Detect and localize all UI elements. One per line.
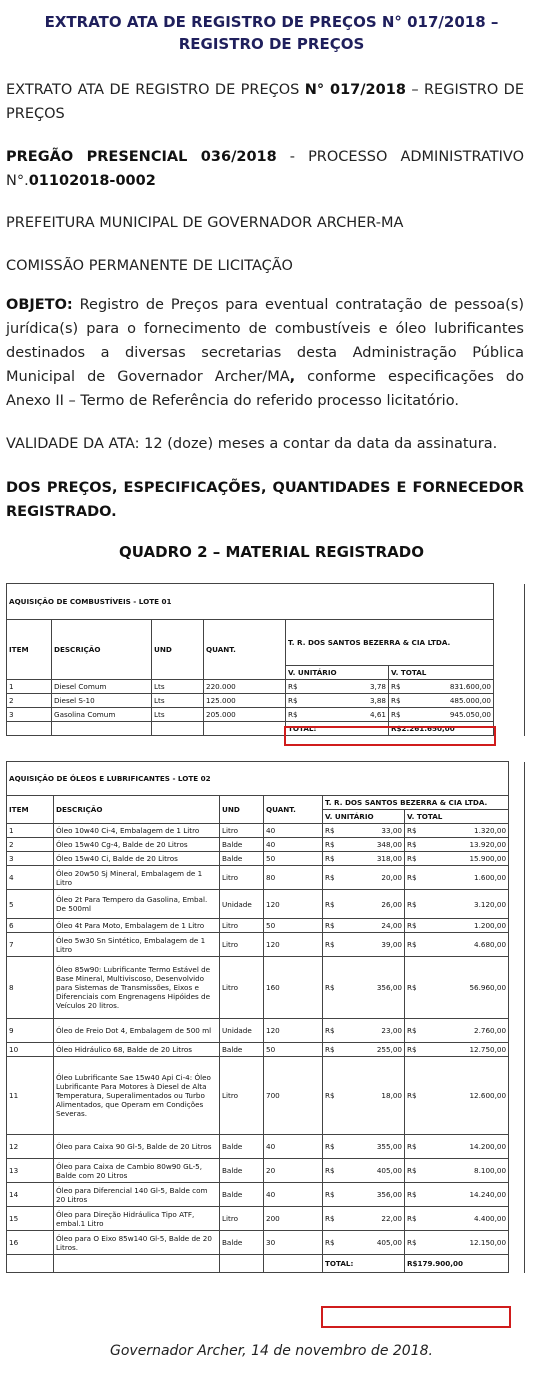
cell-und: Litro <box>220 1207 264 1231</box>
currency-symbol: R$ <box>325 983 335 992</box>
money-value: 945.050,00 <box>449 710 491 719</box>
currency-symbol: R$ <box>407 1091 417 1100</box>
currency-symbol: R$ <box>407 1045 417 1054</box>
currency-symbol: R$ <box>407 840 417 849</box>
cell-quant: 80 <box>264 866 323 890</box>
currency-symbol: R$ <box>407 826 417 835</box>
cell-und: Balde <box>220 1231 264 1255</box>
lote2-header-quant: QUANT. <box>264 796 323 824</box>
cell-und: Litro <box>220 1057 264 1135</box>
currency-symbol: R$ <box>407 854 417 863</box>
cell-descricao: Óleo 10w40 Ci-4, Embalagem de 1 Litro <box>54 824 220 838</box>
money-value: 485.000,00 <box>449 696 491 705</box>
title-line-1: EXTRATO ATA DE REGISTRO DE PREÇOS N° 017/2018 – <box>44 13 499 31</box>
currency-symbol: R$ <box>407 1214 417 1223</box>
cell-unit-price <box>323 933 405 957</box>
cell-und: Unidade <box>220 890 264 919</box>
currency-symbol: R$ <box>325 1142 335 1151</box>
money-value: 405,00 <box>376 1238 402 1247</box>
cell-descricao: Óleo de Freio Dot 4, Embalagem de 500 ml <box>54 1019 220 1043</box>
cell-quant: 50 <box>264 919 323 933</box>
cell-quant: 20 <box>264 1159 323 1183</box>
cell-total-price <box>405 866 509 890</box>
lote1-table <box>6 583 525 736</box>
cell-und: Litro <box>220 919 264 933</box>
cell-item: 4 <box>7 866 54 890</box>
cell-quant: 50 <box>264 852 323 866</box>
cell-descricao: Óleo para Caixa de Cambio 80w90 GL-5, Balde com 20 Litros <box>54 1159 220 1183</box>
cell-item: 12 <box>7 1135 54 1159</box>
money-value: 12.600,00 <box>469 1091 507 1100</box>
lote2-header-unit: V. UNITÁRIO <box>323 810 405 824</box>
prefeitura-line: PREFEITURA MUNICIPAL DE GOVERNADOR ARCHER-MA <box>6 215 404 231</box>
cell-total-price <box>405 890 509 919</box>
money-value: 18,00 <box>381 1091 402 1100</box>
table-row <box>7 838 525 852</box>
currency-symbol: R$ <box>325 921 335 930</box>
cell-total-price <box>405 1231 509 1255</box>
cell-descricao: Óleo 20w50 Sj Mineral, Embalagem de 1 Litro <box>54 866 220 890</box>
cell-descricao: Óleo Lubrificante Sae 15w40 Api Ci-4: Óleo Lubrificante Para Motores à Diesel de Alta Temperatura, Superalimentados ou Turbo Alimentados, que Operam em Condições Severas. <box>54 1057 220 1135</box>
currency-symbol: R$ <box>325 826 335 835</box>
money-value: 22,00 <box>381 1214 402 1223</box>
cell-descricao: Óleo 4t Para Moto, Embalagem de 1 Litro <box>54 919 220 933</box>
table-row <box>7 919 525 933</box>
money-value: 12.150,00 <box>469 1238 507 1247</box>
lote2-header-total: V. TOTAL <box>405 810 509 824</box>
lote2-header-und: UND <box>220 796 264 824</box>
currency-symbol: R$ <box>391 682 401 691</box>
currency-symbol: R$ <box>325 1166 335 1175</box>
cell-item: 1 <box>7 680 52 694</box>
cell-unit-price <box>286 680 389 694</box>
currency-symbol: R$ <box>325 873 335 882</box>
cell-unit-price <box>323 1231 405 1255</box>
cell-quant: 160 <box>264 957 323 1019</box>
lote2-header-item: ITEM <box>7 796 54 824</box>
cell-total-price <box>405 1135 509 1159</box>
cell-unit-price <box>323 919 405 933</box>
table-row <box>7 1135 525 1159</box>
cell-item: 2 <box>7 694 52 708</box>
cell-unit-price <box>323 852 405 866</box>
cell-item: 10 <box>7 1043 54 1057</box>
cell-total-price <box>405 838 509 852</box>
currency-symbol: R$ <box>407 899 417 909</box>
cell-total-price <box>389 680 494 694</box>
table-row <box>7 1159 525 1183</box>
money-value: 13.920,00 <box>469 840 507 849</box>
cell-quant: 120 <box>264 1019 323 1043</box>
objeto-text-2: conforme especificações do Anexo II – Termo de Referência do referido processo licitatório. <box>6 369 524 409</box>
cell-und: Balde <box>220 1043 264 1057</box>
money-value: 405,00 <box>376 1166 402 1175</box>
cell-item: 14 <box>7 1183 54 1207</box>
money-value: 4.680,00 <box>474 940 507 949</box>
process-label: - PROCESSO ADMINISTRATIVO N°. <box>6 149 525 189</box>
extract-number: N° 017/2018 <box>304 82 406 98</box>
currency-symbol: R$ <box>325 940 335 949</box>
cell-und: Balde <box>220 1135 264 1159</box>
money-value: 3.120,00 <box>474 899 507 909</box>
objeto-comma: , <box>289 369 296 385</box>
objeto-paragraph <box>6 293 524 413</box>
cell-quant: 125.000 <box>204 694 286 708</box>
table-row <box>7 890 525 919</box>
cell-quant: 200 <box>264 1207 323 1231</box>
currency-symbol: R$ <box>407 921 417 930</box>
lote1-total-label: TOTAL: <box>286 722 389 736</box>
cell-quant: 205.000 <box>204 708 286 722</box>
table-row <box>7 866 525 890</box>
currency-symbol: R$ <box>325 1026 335 1035</box>
comissao-line: COMISSÃO PERMANENTE DE LICITAÇÃO <box>6 258 293 274</box>
cell-descricao: Óleo para O Eixo 85w140 Gl-5, Balde de 20 Litros. <box>54 1231 220 1255</box>
money-value: 1.320,00 <box>474 826 507 835</box>
cell-total-price <box>405 1057 509 1135</box>
cell-quant: 40 <box>264 1183 323 1207</box>
lote1-header-total: V. TOTAL <box>389 666 494 680</box>
lote1-header-unit: V. UNITÁRIO <box>286 666 389 680</box>
cell-quant: 120 <box>264 890 323 919</box>
cell-total-price <box>405 1043 509 1057</box>
cell-unit-price <box>323 890 405 919</box>
process-line <box>6 145 524 193</box>
cell-quant: 40 <box>264 838 323 852</box>
money-value: 39,00 <box>381 940 402 949</box>
money-value: 15.900,00 <box>469 854 507 863</box>
process-number: 01102018-0002 <box>28 173 156 189</box>
lote2-total-label: TOTAL: <box>323 1255 405 1273</box>
cell-total-price <box>405 824 509 838</box>
cell-quant: 40 <box>264 1135 323 1159</box>
money-value: 56.960,00 <box>469 983 507 992</box>
currency-symbol: R$ <box>407 1142 417 1151</box>
cell-total-price <box>405 957 509 1019</box>
money-value: 831.600,00 <box>449 682 491 691</box>
money-value: 3,88 <box>369 696 386 705</box>
footer-date: Governador Archer, 14 de novembro de 2018. <box>110 1343 433 1359</box>
cell-quant: 220.000 <box>204 680 286 694</box>
cell-descricao: Gasolina Comum <box>52 708 152 722</box>
cell-unit-price <box>286 694 389 708</box>
cell-descricao: Óleo 85w90: Lubrificante Termo Estável de Base Mineral, Multiviscoso, Desenvolvido para Sistemas de Transmissões, Eixos e Diferenciais com Engrenagens Hipóides de Veículos 20 litros. <box>54 957 220 1019</box>
cell-item: 11 <box>7 1057 54 1135</box>
cell-quant: 40 <box>264 824 323 838</box>
quadro-title: QUADRO 2 – MATERIAL REGISTRADO <box>119 543 424 561</box>
money-value: 4.400,00 <box>474 1214 507 1223</box>
extract-suffix: – REGISTRO DE PREÇOS <box>6 82 524 122</box>
table-row <box>7 852 525 866</box>
table-row <box>7 708 525 722</box>
currency-symbol: R$ <box>391 710 401 719</box>
money-value: 355,00 <box>376 1142 402 1151</box>
validade-line: VALIDADE DA ATA: 12 (doze) meses a contar da data da assinatura. <box>6 436 498 452</box>
pregao-number: PREGÃO PRESENCIAL 036/2018 <box>6 149 277 165</box>
money-value: 318,00 <box>376 854 402 863</box>
lote1-total-highlight <box>284 726 496 746</box>
money-value: 14.200,00 <box>469 1142 507 1151</box>
lote1-header-und: UND <box>152 620 204 680</box>
lote2-title: AQUISIÇÃO DE ÓLEOS E LUBRIFICANTES - LOTE 02 <box>7 762 509 796</box>
currency-symbol: R$ <box>407 873 417 882</box>
currency-symbol: R$ <box>288 682 298 691</box>
money-value: 2.760,00 <box>474 1026 507 1035</box>
cell-total-price <box>405 1019 509 1043</box>
money-value: 33,00 <box>381 826 402 835</box>
cell-unit-price <box>323 1057 405 1135</box>
cell-item: 2 <box>7 838 54 852</box>
money-value: 26,00 <box>381 899 402 909</box>
currency-symbol: R$ <box>325 1214 335 1223</box>
title-line-2: REGISTRO DE PREÇOS <box>178 35 365 53</box>
lote1-total-value: R$2.261.650,00 <box>389 722 494 736</box>
cell-item: 8 <box>7 957 54 1019</box>
cell-quant: 30 <box>264 1231 323 1255</box>
currency-symbol: R$ <box>325 899 335 909</box>
cell-quant: 700 <box>264 1057 323 1135</box>
table-row <box>7 1043 525 1057</box>
cell-und: Lts <box>152 680 204 694</box>
objeto-text: Registro de Preços para eventual contratação de pessoa(s) jurídica(s) para o fornecimento de combustíveis e óleo lubrificantes destinados a diversas secretarias desta Administração Pública Municipal de Governador Archer/MA <box>6 297 524 385</box>
cell-descricao: Óleo para Caixa 90 Gl-5, Balde de 20 Litros <box>54 1135 220 1159</box>
table-row <box>7 1207 525 1231</box>
cell-total-price <box>405 1159 509 1183</box>
table-row <box>7 933 525 957</box>
extract-prefix: EXTRATO ATA DE REGISTRO DE PREÇOS <box>6 82 305 98</box>
lote2-total-value: R$179.900,00 <box>405 1255 509 1273</box>
money-value: 3,78 <box>369 682 386 691</box>
cell-und: Balde <box>220 852 264 866</box>
cell-und: Lts <box>152 708 204 722</box>
cell-unit-price <box>323 824 405 838</box>
lote1-header-fornecedor: T. R. DOS SANTOS BEZERRA & CIA LTDA. <box>286 620 494 666</box>
cell-unit-price <box>323 1159 405 1183</box>
cell-und: Balde <box>220 838 264 852</box>
money-value: 12.750,00 <box>469 1045 507 1054</box>
extract-heading <box>6 78 524 126</box>
cell-item: 16 <box>7 1231 54 1255</box>
money-value: 356,00 <box>376 1190 402 1199</box>
cell-unit-price <box>323 1019 405 1043</box>
cell-quant: 120 <box>264 933 323 957</box>
cell-total-price <box>405 852 509 866</box>
cell-unit-price <box>323 838 405 852</box>
cell-unit-price <box>323 1183 405 1207</box>
cell-und: Balde <box>220 1159 264 1183</box>
cell-total-price <box>405 1207 509 1231</box>
table-row <box>7 1231 525 1255</box>
money-value: 348,00 <box>376 840 402 849</box>
objeto-label: OBJETO: <box>6 297 73 313</box>
table-row <box>7 1019 525 1043</box>
money-value: 1.200,00 <box>474 921 507 930</box>
cell-descricao: Óleo para Diferencial 140 Gl-5, Balde com 20 Litros <box>54 1183 220 1207</box>
cell-item: 15 <box>7 1207 54 1231</box>
cell-und: Litro <box>220 933 264 957</box>
cell-item: 1 <box>7 824 54 838</box>
currency-symbol: R$ <box>325 1045 335 1054</box>
currency-symbol: R$ <box>391 696 401 705</box>
cell-item: 7 <box>7 933 54 957</box>
cell-descricao: Óleo 15w40 Ci, Balde de 20 Litros <box>54 852 220 866</box>
lote2-header-fornecedor: T. R. DOS SANTOS BEZERRA & CIA LTDA. <box>323 796 509 810</box>
cell-item: 6 <box>7 919 54 933</box>
lote2-table <box>6 761 525 1273</box>
money-value: 14.240,00 <box>469 1190 507 1199</box>
money-value: 255,00 <box>376 1045 402 1054</box>
currency-symbol: R$ <box>325 840 335 849</box>
lote1-title: AQUISIÇÃO DE COMBUSTÍVEIS - LOTE 01 <box>7 584 494 620</box>
cell-quant: 50 <box>264 1043 323 1057</box>
cell-descricao: Diesel Comum <box>52 680 152 694</box>
money-value: 8.100,00 <box>474 1166 507 1175</box>
cell-item: 9 <box>7 1019 54 1043</box>
cell-unit-price <box>323 957 405 1019</box>
currency-symbol: R$ <box>407 983 417 992</box>
cell-descricao: Óleo 2t Para Tempero da Gasolina, Embal. De 500ml <box>54 890 220 919</box>
cell-descricao: Diesel S-10 <box>52 694 152 708</box>
money-value: 356,00 <box>376 983 402 992</box>
cell-descricao: Óleo para Direção Hidráulica Tipo ATF, embal.1 Litro <box>54 1207 220 1231</box>
money-value: 1.600,00 <box>474 873 507 882</box>
cell-und: Lts <box>152 694 204 708</box>
cell-unit-price <box>323 1207 405 1231</box>
cell-total-price <box>405 1183 509 1207</box>
currency-symbol: R$ <box>325 1190 335 1199</box>
currency-symbol: R$ <box>407 1026 417 1035</box>
table-row <box>7 1183 525 1207</box>
cell-item: 3 <box>7 852 54 866</box>
money-value: 20,00 <box>381 873 402 882</box>
cell-item: 13 <box>7 1159 54 1183</box>
table-row <box>7 957 525 1019</box>
cell-descricao: Óleo Hidráulico 68, Balde de 20 Litros <box>54 1043 220 1057</box>
currency-symbol: R$ <box>325 1238 335 1247</box>
lote1-header-quant: QUANT. <box>204 620 286 680</box>
currency-symbol: R$ <box>288 696 298 705</box>
currency-symbol: R$ <box>407 940 417 949</box>
table-row <box>7 694 525 708</box>
cell-item: 5 <box>7 890 54 919</box>
lote2-header-descricao: DESCRIÇÃO <box>54 796 220 824</box>
currency-symbol: R$ <box>407 1166 417 1175</box>
cell-total-price <box>389 694 494 708</box>
currency-symbol: R$ <box>288 710 298 719</box>
table-row <box>7 824 525 838</box>
money-value: 24,00 <box>381 921 402 930</box>
document-title <box>0 11 543 55</box>
cell-unit-price <box>323 1043 405 1057</box>
money-value: 23,00 <box>381 1026 402 1035</box>
table-row <box>7 1057 525 1135</box>
lote2-total-highlight <box>321 1306 511 1328</box>
cell-unit-price <box>323 1135 405 1159</box>
cell-unit-price <box>323 866 405 890</box>
cell-unit-price <box>286 708 389 722</box>
money-value: 4,61 <box>369 710 386 719</box>
currency-symbol: R$ <box>325 1091 335 1100</box>
cell-und: Litro <box>220 824 264 838</box>
cell-total-price <box>405 919 509 933</box>
lote1-header-item: ITEM <box>7 620 52 680</box>
cell-total-price <box>405 933 509 957</box>
currency-symbol: R$ <box>407 1238 417 1247</box>
precos-heading: DOS PREÇOS, ESPECIFICAÇÕES, QUANTIDADES E FORNECEDOR REGISTRADO. <box>6 480 524 520</box>
cell-und: Unidade <box>220 1019 264 1043</box>
lote1-header-descricao: DESCRIÇÃO <box>52 620 152 680</box>
cell-item: 3 <box>7 708 52 722</box>
cell-total-price <box>389 708 494 722</box>
table-row <box>7 680 525 694</box>
cell-und: Litro <box>220 866 264 890</box>
cell-descricao: Óleo 15w40 Cg-4, Balde de 20 Litros <box>54 838 220 852</box>
cell-und: Litro <box>220 957 264 1019</box>
cell-und: Balde <box>220 1183 264 1207</box>
currency-symbol: R$ <box>407 1190 417 1199</box>
cell-descricao: Óleo 5w30 Sn Sintético, Embalagem de 1 Litro <box>54 933 220 957</box>
currency-symbol: R$ <box>325 854 335 863</box>
